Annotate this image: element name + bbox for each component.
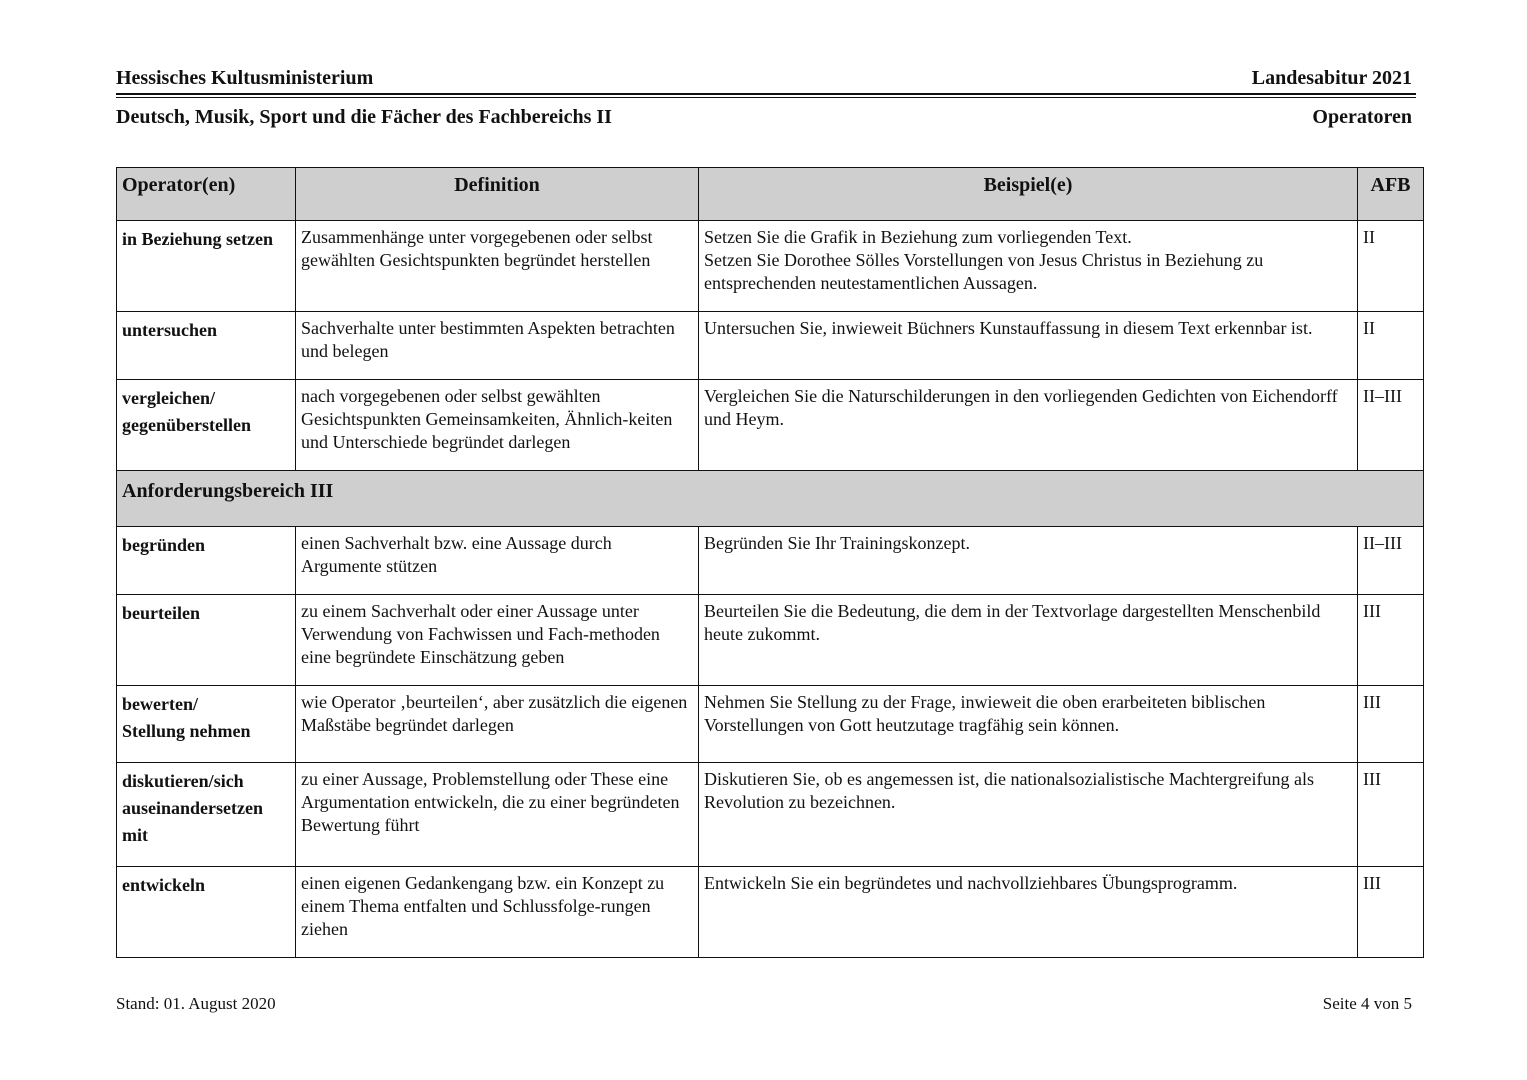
afb-cell: II–III	[1358, 527, 1424, 595]
afb-cell: III	[1358, 867, 1424, 958]
operator-cell	[117, 380, 296, 471]
example-line: Setzen Sie die Grafik in Beziehung zum vorliegenden Text.	[704, 227, 1132, 247]
operator-cell: in Beziehung setzen	[117, 221, 296, 312]
header-rule-thin	[116, 97, 1416, 98]
afb-cell: II	[1358, 312, 1424, 380]
operator-line: diskutieren/sich	[122, 771, 244, 791]
afb-cell: II	[1358, 221, 1424, 312]
operator-cell: beurteilen	[117, 595, 296, 686]
example-line: Setzen Sie Dorothee Sölles Vorstellungen von Jesus Christus in Beziehung zu entsprechenden neutestamentlichen Aussagen.	[704, 250, 1264, 293]
section-title: Anforderungsbereich III	[117, 471, 1424, 527]
table-row	[117, 312, 1424, 380]
example-cell: Vergleichen Sie die Naturschilderungen in den vorliegenden Gedichten von Eichendorff und Heym.	[699, 380, 1358, 471]
table-header-row	[117, 168, 1424, 221]
operator-cell	[117, 686, 296, 763]
afb-cell: II–III	[1358, 380, 1424, 471]
example-cell	[699, 221, 1358, 312]
page-subheader	[116, 106, 1412, 129]
definition-cell: nach vorgegebenen oder selbst gewählten Gesichtspunkten Gemeinsamkeiten, Ähnlich-keiten und Unterschiede begründet darlegen	[296, 380, 699, 471]
operator-cell: begründen	[117, 527, 296, 595]
definition-cell: Sachverhalte unter bestimmten Aspekten betrachten und belegen	[296, 312, 699, 380]
column-header-definition: Definition	[296, 168, 699, 221]
operators-table	[116, 167, 1424, 958]
example-cell: Beurteilen Sie die Bedeutung, die dem in der Textvorlage dargestellten Menschenbild heute zukommt.	[699, 595, 1358, 686]
operator-cell: entwickeln	[117, 867, 296, 958]
header-rule-thick	[116, 93, 1416, 95]
table-row	[117, 527, 1424, 595]
operator-line: Stellung nehmen	[122, 721, 251, 741]
table-row	[117, 686, 1424, 763]
topic-title: Operatoren	[1312, 106, 1412, 128]
example-cell: Entwickeln Sie ein begründetes und nachvollziehbares Übungsprogramm.	[699, 867, 1358, 958]
operator-cell	[117, 763, 296, 867]
subjects-title: Deutsch, Musik, Sport und die Fächer des Fachbereichs II	[116, 106, 612, 128]
definition-cell: Zusammenhänge unter vorgegebenen oder selbst gewählten Gesichtspunkten begründet herstellen	[296, 221, 699, 312]
operator-line: bewerten/	[122, 694, 198, 714]
afb-cell: III	[1358, 686, 1424, 763]
footer-date: Stand: 01. August 2020	[116, 994, 276, 1013]
afb-cell: III	[1358, 763, 1424, 867]
page-header	[116, 67, 1412, 90]
table-row	[117, 595, 1424, 686]
table-row	[117, 221, 1424, 312]
example-cell: Begründen Sie Ihr Trainingskonzept.	[699, 527, 1358, 595]
definition-cell: zu einer Aussage, Problemstellung oder These eine Argumentation entwickeln, die zu einer begründeten Bewertung führt	[296, 763, 699, 867]
column-header-example: Beispiel(e)	[699, 168, 1358, 221]
definition-cell: zu einem Sachverhalt oder einer Aussage unter Verwendung von Fachwissen und Fach-methoden eine begründete Einschätzung geben	[296, 595, 699, 686]
operator-line: vergleichen/	[122, 388, 215, 408]
table-row	[117, 380, 1424, 471]
column-header-afb: AFB	[1358, 168, 1424, 221]
definition-cell: einen Sachverhalt bzw. eine Aussage durch Argumente stützen	[296, 527, 699, 595]
section-row	[117, 471, 1424, 527]
table-row	[117, 867, 1424, 958]
afb-cell: III	[1358, 595, 1424, 686]
definition-cell: wie Operator ‚beurteilen‘, aber zusätzlich die eigenen Maßstäbe begründet darlegen	[296, 686, 699, 763]
footer-page-number: Seite 4 von 5	[1322, 994, 1412, 1013]
table-row	[117, 763, 1424, 867]
org-name: Hessisches Kultusministerium	[116, 67, 374, 89]
example-cell: Untersuchen Sie, inwieweit Büchners Kunstauffassung in diesem Text erkennbar ist.	[699, 312, 1358, 380]
example-cell: Nehmen Sie Stellung zu der Frage, inwieweit die oben erarbeiteten biblischen Vorstellungen von Gott heutzutage tragfähig sein können.	[699, 686, 1358, 763]
operator-line: mit	[122, 825, 148, 845]
example-cell: Diskutieren Sie, ob es angemessen ist, die nationalsozialistische Machtergreifung als Revolution zu bezeichnen.	[699, 763, 1358, 867]
exam-title: Landesabitur 2021	[1251, 67, 1412, 89]
operator-line: auseinandersetzen	[122, 798, 263, 818]
operator-line: gegenüberstellen	[122, 415, 251, 435]
definition-cell: einen eigenen Gedankengang bzw. ein Konzept zu einem Thema entfalten und Schlussfolge-rungen ziehen	[296, 867, 699, 958]
operator-cell: untersuchen	[117, 312, 296, 380]
column-header-operator: Operator(en)	[117, 168, 296, 221]
